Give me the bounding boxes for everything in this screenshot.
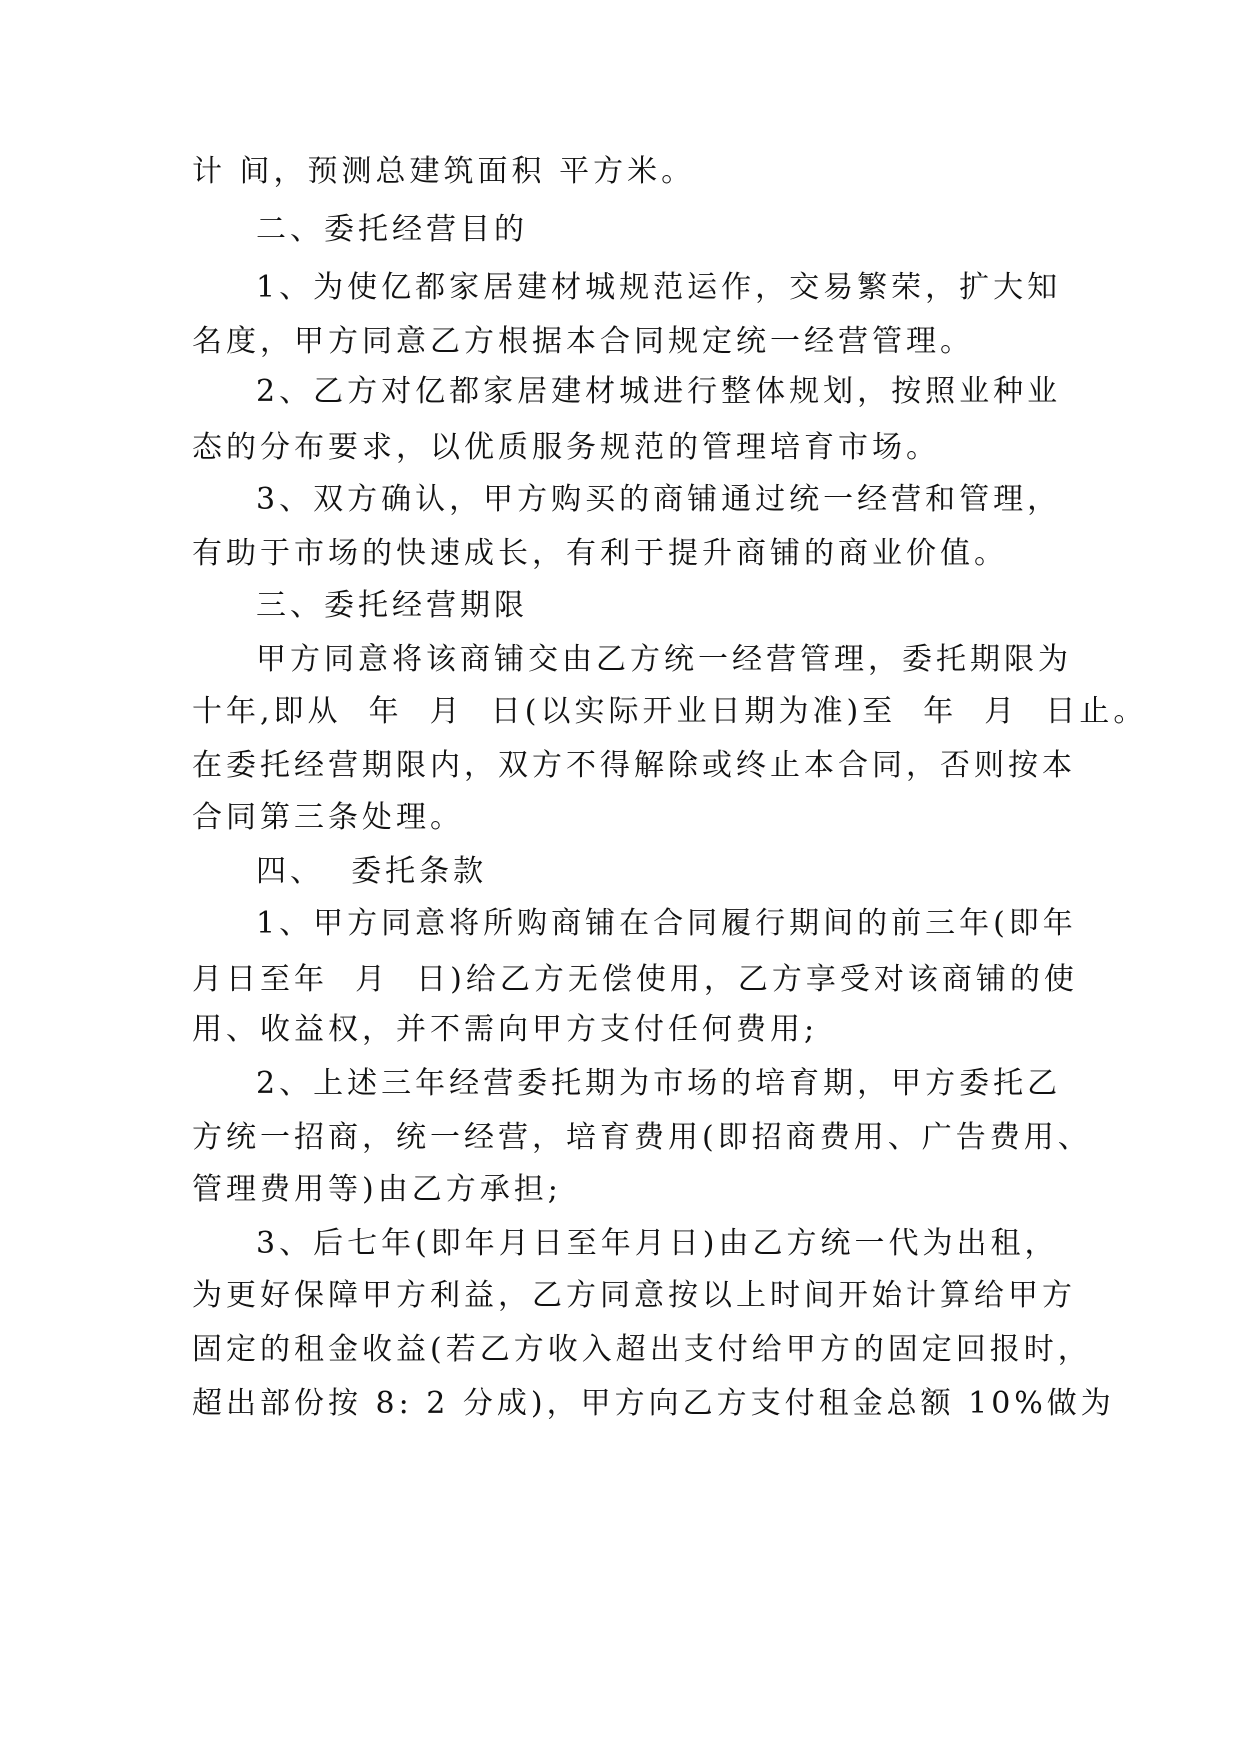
text-line: 为更好保障甲方利益，乙方同意按以上时间开始计算给甲方 <box>192 1278 1076 1313</box>
text-line: 超出部份按 8: 2 分成)，甲方向乙方支付租金总额 10%做为 <box>192 1386 1115 1421</box>
text-line: 3、后七年(即年月日至年月日)由乙方统一代为出租， <box>256 1226 1059 1261</box>
text-line: 在委托经营期限内，双方不得解除或终止本合同，否则按本 <box>192 748 1076 783</box>
text-line: 计 间，预测总建筑面积 平方米。 <box>192 154 696 189</box>
text-line: 1、甲方同意将所购商铺在合同履行期间的前三年(即年 <box>256 906 1077 941</box>
section-heading: 三、委托经营期限 <box>256 588 528 623</box>
section-heading: 二、委托经营目的 <box>256 212 528 247</box>
text-line: 甲方同意将该商铺交由乙方统一经营管理，委托期限为 <box>256 642 1072 677</box>
text-line: 管理费用等)由乙方承担; <box>192 1172 562 1207</box>
text-line: 合同第三条处理。 <box>192 800 464 835</box>
text-line: 2、乙方对亿都家居建材城进行整体规划，按照业种业 <box>256 374 1062 409</box>
text-line: 2、上述三年经营委托期为市场的培育期，甲方委托乙 <box>256 1066 1062 1101</box>
text-line: 月日至年 月 日)给乙方无偿使用，乙方享受对该商铺的使 <box>192 962 1078 997</box>
text-line: 1、为使亿都家居建材城规范运作，交易繁荣，扩大知 <box>256 270 1062 305</box>
text-line: 有助于市场的快速成长，有利于提升商铺的商业价值。 <box>192 536 1008 571</box>
text-line: 态的分布要求，以优质服务规范的管理培育市场。 <box>192 430 940 465</box>
text-line: 3、双方确认，甲方购买的商铺通过统一经营和管理， <box>256 482 1062 517</box>
text-line: 固定的租金收益(若乙方收入超出支付给甲方的固定回报时， <box>192 1332 1092 1367</box>
text-line: 用、收益权，并不需向甲方支付任何费用; <box>192 1012 819 1047</box>
text-line: 方统一招商，统一经营，培育费用(即招商费用、广告费用、 <box>192 1120 1092 1155</box>
text-line: 十年,即从 年 月 日(以实际开业日期为准)至 年 月 日止。 <box>192 694 1148 729</box>
text-line: 名度，甲方同意乙方根据本合同规定统一经营管理。 <box>192 324 974 359</box>
section-heading: 四、 委托条款 <box>256 854 488 889</box>
